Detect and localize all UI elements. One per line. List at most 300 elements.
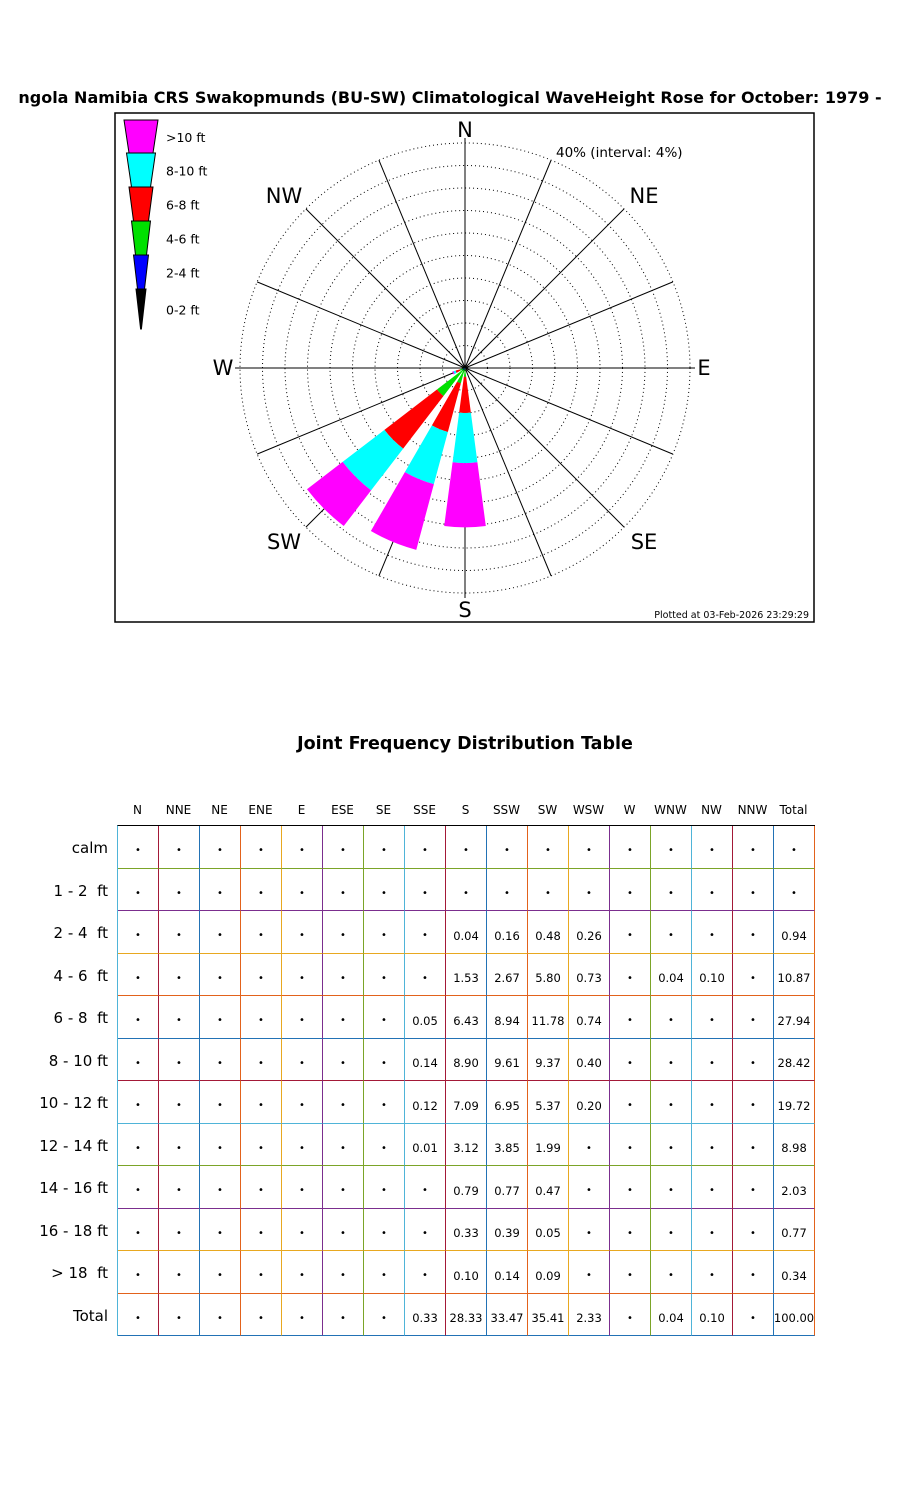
zero-dot: •	[299, 1142, 305, 1154]
table-cell: 0.14	[405, 1039, 446, 1082]
table-cell: 27.94	[774, 996, 815, 1039]
zero-dot: •	[381, 1185, 387, 1197]
table-cell: 8.98	[774, 1124, 815, 1167]
table-cell	[159, 954, 200, 997]
zero-dot: •	[627, 1142, 633, 1154]
zero-dot: •	[135, 1100, 141, 1112]
table-row	[118, 996, 815, 1039]
table-cell: 0.33	[446, 1209, 487, 1252]
zero-dot: •	[299, 1057, 305, 1069]
zero-dot: •	[217, 1227, 223, 1239]
spoke-line	[465, 160, 551, 368]
column-header-NW: NW	[701, 803, 722, 817]
zero-dot: •	[750, 1270, 756, 1282]
table-cell	[159, 1209, 200, 1252]
zero-dot: •	[750, 972, 756, 984]
zero-dot: •	[668, 1142, 674, 1154]
zero-dot: •	[340, 972, 346, 984]
table-cell	[241, 1081, 282, 1124]
zero-dot: •	[381, 887, 387, 899]
zero-dot: •	[668, 845, 674, 857]
row-label-2: 1 - 2 ft	[53, 881, 108, 900]
table-cell: 100.00	[774, 1294, 815, 1337]
table-cell: 6.95	[487, 1081, 528, 1124]
table-cell	[364, 1209, 405, 1252]
table-cell	[528, 826, 569, 869]
table-cell	[610, 1039, 651, 1082]
table-cell: 0.04	[446, 911, 487, 954]
zero-dot: •	[422, 887, 428, 899]
table-cell	[159, 1294, 200, 1337]
zero-dot: •	[422, 930, 428, 942]
zero-dot: •	[299, 1227, 305, 1239]
table-cell: 0.10	[446, 1251, 487, 1294]
table-row	[118, 1081, 815, 1124]
zero-dot: •	[627, 1015, 633, 1027]
table-cell: 0.34	[774, 1251, 815, 1294]
legend-swatch-2	[127, 153, 156, 187]
table-row	[118, 1124, 815, 1167]
table-cell: 0.05	[405, 996, 446, 1039]
zero-dot: •	[709, 1142, 715, 1154]
zero-dot: •	[586, 845, 592, 857]
zero-dot: •	[668, 1100, 674, 1112]
table-cell: 0.77	[487, 1166, 528, 1209]
row-label-11: > 18 ft	[51, 1264, 108, 1283]
table-cell	[364, 1166, 405, 1209]
table-cell: 0.20	[569, 1081, 610, 1124]
table-cell	[323, 1081, 364, 1124]
zero-dot: •	[135, 1057, 141, 1069]
zero-dot: •	[299, 930, 305, 942]
zero-dot: •	[627, 1100, 633, 1112]
zero-dot: •	[176, 930, 182, 942]
table-cell: 0.48	[528, 911, 569, 954]
table-cell	[200, 1251, 241, 1294]
legend-swatch-4	[132, 221, 151, 255]
row-label-10: 16 - 18 ft	[39, 1221, 108, 1240]
table-cell	[118, 826, 159, 869]
table-cell	[364, 1039, 405, 1082]
table-cell	[323, 1251, 364, 1294]
zero-dot: •	[135, 1185, 141, 1197]
zero-dot: •	[176, 1142, 182, 1154]
zero-dot: •	[627, 1270, 633, 1282]
zero-dot: •	[258, 1312, 264, 1324]
table-cell: 1.99	[528, 1124, 569, 1167]
zero-dot: •	[340, 1312, 346, 1324]
table-cell	[118, 996, 159, 1039]
zero-dot: •	[258, 887, 264, 899]
table-cell: 1.53	[446, 954, 487, 997]
table-cell	[692, 1124, 733, 1167]
table-cell	[733, 911, 774, 954]
zero-dot: •	[586, 1185, 592, 1197]
table-cell	[241, 826, 282, 869]
table-cell	[487, 869, 528, 912]
table-cell	[405, 1251, 446, 1294]
table-cell	[200, 1294, 241, 1337]
table-cell: 3.85	[487, 1124, 528, 1167]
spoke-line	[306, 209, 465, 368]
zero-dot: •	[463, 887, 469, 899]
zero-dot: •	[504, 887, 510, 899]
legend-label: 6-8 ft	[166, 197, 200, 213]
zero-dot: •	[217, 1142, 223, 1154]
zero-dot: •	[217, 1312, 223, 1324]
petal-S-segment	[444, 462, 486, 527]
table-cell	[241, 1294, 282, 1337]
table-cell	[610, 1081, 651, 1124]
zero-dot: •	[135, 1142, 141, 1154]
spoke-line	[465, 368, 624, 527]
table-cell	[692, 1166, 733, 1209]
zero-dot: •	[381, 1227, 387, 1239]
zero-dot: •	[299, 845, 305, 857]
table-cell	[692, 826, 733, 869]
zero-dot: •	[381, 1312, 387, 1324]
table-cell	[405, 826, 446, 869]
zero-dot: •	[709, 845, 715, 857]
zero-dot: •	[709, 1185, 715, 1197]
table-cell	[159, 1039, 200, 1082]
table-row	[118, 1251, 815, 1294]
legend-label: >10 ft	[166, 130, 206, 145]
table-cell	[569, 1166, 610, 1209]
table-cell: 0.12	[405, 1081, 446, 1124]
table-cell	[569, 1124, 610, 1167]
compass-label-S: S	[458, 598, 472, 622]
table-cell	[651, 1166, 692, 1209]
table-cell	[282, 1081, 323, 1124]
column-header-WSW: WSW	[572, 803, 605, 817]
table-cell	[323, 1166, 364, 1209]
table-cell	[405, 1166, 446, 1209]
zero-dot: •	[176, 1185, 182, 1197]
table-cell	[364, 911, 405, 954]
zero-dot: •	[422, 1227, 428, 1239]
zero-dot: •	[627, 1057, 633, 1069]
table-cell	[692, 1081, 733, 1124]
zero-dot: •	[668, 1057, 674, 1069]
table-cell: 0.47	[528, 1166, 569, 1209]
zero-dot: •	[176, 972, 182, 984]
table-cell	[241, 911, 282, 954]
zero-dot: •	[299, 1100, 305, 1112]
zero-dot: •	[340, 1100, 346, 1112]
column-header-Total: Total	[779, 803, 808, 817]
table-cell	[733, 1039, 774, 1082]
table-cell	[610, 1209, 651, 1252]
table-cell	[733, 954, 774, 997]
table-cell	[118, 1209, 159, 1252]
column-header-N: N	[133, 803, 142, 817]
jfd-table-grid	[117, 825, 815, 1336]
table-cell: 2.67	[487, 954, 528, 997]
table-cell	[159, 996, 200, 1039]
table-cell	[159, 1251, 200, 1294]
table-row	[118, 1294, 815, 1337]
table-cell	[733, 826, 774, 869]
zero-dot: •	[258, 1142, 264, 1154]
table-cell: 19.72	[774, 1081, 815, 1124]
zero-dot: •	[340, 887, 346, 899]
table-cell: 28.42	[774, 1039, 815, 1082]
zero-dot: •	[258, 1185, 264, 1197]
zero-dot: •	[381, 930, 387, 942]
waveheight-rose-chart	[0, 0, 900, 650]
table-cell	[323, 1294, 364, 1337]
zero-dot: •	[258, 845, 264, 857]
zero-dot: •	[750, 1312, 756, 1324]
zero-dot: •	[668, 1015, 674, 1027]
table-cell	[569, 1209, 610, 1252]
table-cell	[610, 1251, 651, 1294]
zero-dot: •	[709, 1015, 715, 1027]
table-cell	[692, 869, 733, 912]
table-cell	[118, 1039, 159, 1082]
zero-dot: •	[586, 1270, 592, 1282]
spoke-line	[257, 282, 465, 368]
compass-label-N: N	[457, 118, 473, 142]
table-cell	[159, 826, 200, 869]
table-cell: 0.09	[528, 1251, 569, 1294]
table-cell: 9.61	[487, 1039, 528, 1082]
zero-dot: •	[258, 1015, 264, 1027]
zero-dot: •	[381, 1015, 387, 1027]
zero-dot: •	[135, 1015, 141, 1027]
table-cell	[610, 826, 651, 869]
table-cell	[651, 1209, 692, 1252]
column-header-ESE: ESE	[331, 803, 354, 817]
table-cell	[282, 826, 323, 869]
table-cell	[692, 1209, 733, 1252]
table-cell	[118, 869, 159, 912]
table-row	[118, 869, 815, 912]
table-cell: 0.14	[487, 1251, 528, 1294]
table-cell	[200, 826, 241, 869]
table-cell: 0.40	[569, 1039, 610, 1082]
table-cell: 3.12	[446, 1124, 487, 1167]
table-cell	[282, 911, 323, 954]
jfd-table-title: Joint Frequency Distribution Table	[297, 734, 633, 754]
table-cell	[323, 826, 364, 869]
zero-dot: •	[422, 972, 428, 984]
table-cell	[651, 1124, 692, 1167]
zero-dot: •	[750, 887, 756, 899]
table-cell: 0.77	[774, 1209, 815, 1252]
table-cell	[733, 1209, 774, 1252]
zero-dot: •	[545, 887, 551, 899]
table-cell	[651, 911, 692, 954]
table-cell	[610, 1166, 651, 1209]
table-cell: 8.94	[487, 996, 528, 1039]
table-cell	[241, 1039, 282, 1082]
table-cell: 0.33	[405, 1294, 446, 1337]
zero-dot: •	[340, 1227, 346, 1239]
table-cell: 7.09	[446, 1081, 487, 1124]
legend-swatch-6	[136, 289, 146, 329]
zero-dot: •	[258, 1100, 264, 1112]
table-cell	[200, 911, 241, 954]
zero-dot: •	[668, 930, 674, 942]
table-cell	[282, 1039, 323, 1082]
zero-dot: •	[217, 1057, 223, 1069]
zero-dot: •	[709, 1057, 715, 1069]
zero-dot: •	[176, 1100, 182, 1112]
zero-dot: •	[627, 1312, 633, 1324]
table-cell: 10.87	[774, 954, 815, 997]
table-cell	[405, 954, 446, 997]
table-cell	[569, 1251, 610, 1294]
table-cell	[200, 1209, 241, 1252]
table-cell	[733, 1124, 774, 1167]
zero-dot: •	[217, 1100, 223, 1112]
row-label-6: 8 - 10 ft	[48, 1051, 108, 1070]
legend-label: 2-4 ft	[166, 265, 200, 281]
table-cell	[159, 1081, 200, 1124]
table-cell	[282, 1209, 323, 1252]
table-cell: 28.33	[446, 1294, 487, 1337]
ring-scale-annotation: 40% (interval: 4%)	[556, 145, 683, 161]
table-cell	[323, 996, 364, 1039]
zero-dot: •	[545, 845, 551, 857]
zero-dot: •	[586, 1227, 592, 1239]
table-cell	[569, 869, 610, 912]
table-cell: 0.73	[569, 954, 610, 997]
column-header-SSE: SSE	[413, 803, 436, 817]
table-cell	[610, 996, 651, 1039]
table-cell	[364, 1251, 405, 1294]
column-header-W: W	[623, 803, 636, 817]
zero-dot: •	[422, 1185, 428, 1197]
table-cell	[446, 869, 487, 912]
table-cell: 8.90	[446, 1039, 487, 1082]
zero-dot: •	[340, 845, 346, 857]
zero-dot: •	[381, 845, 387, 857]
zero-dot: •	[135, 930, 141, 942]
table-cell: 0.16	[487, 911, 528, 954]
zero-dot: •	[176, 1015, 182, 1027]
column-header-WNW: WNW	[654, 803, 687, 817]
table-cell	[323, 1209, 364, 1252]
zero-dot: •	[750, 1227, 756, 1239]
table-cell: 0.10	[692, 954, 733, 997]
zero-dot: •	[381, 1100, 387, 1112]
table-row	[118, 911, 815, 954]
zero-dot: •	[340, 1015, 346, 1027]
table-cell: 0.01	[405, 1124, 446, 1167]
petal-S-segment	[453, 413, 478, 463]
table-cell: 0.04	[651, 954, 692, 997]
table-cell	[405, 869, 446, 912]
zero-dot: •	[176, 1057, 182, 1069]
table-cell	[200, 1124, 241, 1167]
table-cell	[610, 1294, 651, 1337]
legend-swatch-5	[134, 255, 149, 289]
table-cell: 0.05	[528, 1209, 569, 1252]
column-header-NNW: NNW	[737, 803, 768, 817]
table-cell	[282, 1166, 323, 1209]
zero-dot: •	[791, 887, 797, 899]
zero-dot: •	[217, 845, 223, 857]
zero-dot: •	[463, 845, 469, 857]
table-cell	[159, 1166, 200, 1209]
zero-dot: •	[668, 1227, 674, 1239]
table-cell	[323, 1039, 364, 1082]
table-cell	[364, 826, 405, 869]
zero-dot: •	[299, 1185, 305, 1197]
table-cell	[323, 869, 364, 912]
legend-swatch-3	[129, 187, 153, 221]
table-cell: 0.10	[692, 1294, 733, 1337]
row-label-12: Total	[72, 1306, 108, 1325]
zero-dot: •	[709, 1270, 715, 1282]
table-cell	[733, 1294, 774, 1337]
table-cell	[733, 996, 774, 1039]
table-cell	[733, 869, 774, 912]
table-cell: 2.03	[774, 1166, 815, 1209]
table-row	[118, 1209, 815, 1252]
table-cell: 0.79	[446, 1166, 487, 1209]
table-row	[118, 1166, 815, 1209]
zero-dot: •	[135, 1270, 141, 1282]
table-cell	[569, 826, 610, 869]
table-cell	[610, 1124, 651, 1167]
table-cell	[323, 1124, 364, 1167]
row-label-5: 6 - 8 ft	[53, 1009, 108, 1028]
compass-label-NW: NW	[265, 184, 303, 208]
table-cell	[446, 826, 487, 869]
table-cell	[364, 869, 405, 912]
zero-dot: •	[176, 845, 182, 857]
zero-dot: •	[217, 1015, 223, 1027]
table-cell	[651, 826, 692, 869]
table-cell	[241, 1209, 282, 1252]
column-header-NNE: NNE	[165, 803, 192, 817]
table-cell	[364, 996, 405, 1039]
zero-dot: •	[258, 972, 264, 984]
zero-dot: •	[627, 1185, 633, 1197]
table-cell	[159, 1124, 200, 1167]
zero-dot: •	[176, 1227, 182, 1239]
table-cell	[282, 1124, 323, 1167]
table-cell: 0.26	[569, 911, 610, 954]
zero-dot: •	[381, 972, 387, 984]
table-cell	[528, 869, 569, 912]
zero-dot: •	[627, 1227, 633, 1239]
row-label-7: 10 - 12 ft	[39, 1094, 108, 1113]
table-cell	[733, 1251, 774, 1294]
zero-dot: •	[627, 972, 633, 984]
zero-dot: •	[709, 1100, 715, 1112]
table-cell	[241, 1166, 282, 1209]
table-cell	[651, 996, 692, 1039]
zero-dot: •	[709, 930, 715, 942]
legend-label: 8-10 ft	[166, 163, 208, 179]
table-cell	[200, 1039, 241, 1082]
column-header-E: E	[297, 803, 306, 817]
compass-label-NE: NE	[629, 184, 659, 208]
zero-dot: •	[299, 1270, 305, 1282]
zero-dot: •	[299, 972, 305, 984]
spoke-line	[465, 368, 673, 454]
table-cell: 6.43	[446, 996, 487, 1039]
zero-dot: •	[135, 845, 141, 857]
table-cell	[118, 1081, 159, 1124]
table-row	[118, 954, 815, 997]
zero-dot: •	[422, 1270, 428, 1282]
